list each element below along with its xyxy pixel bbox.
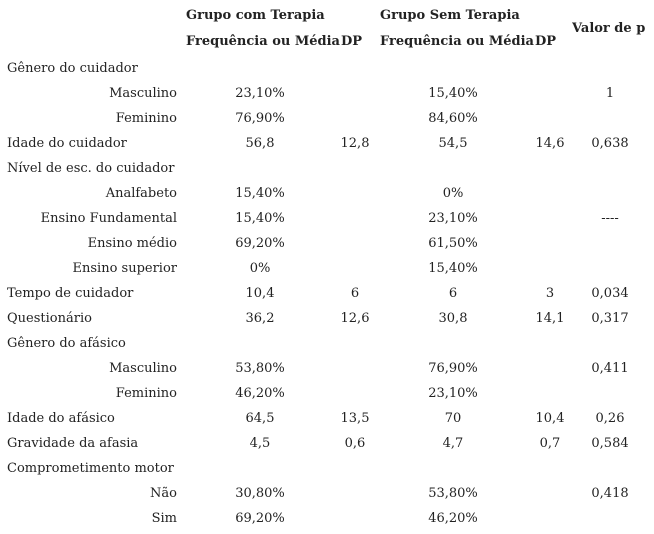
freq-group1-cell: 15,40% bbox=[235, 186, 285, 201]
freq-group1-cell: 69,20% bbox=[235, 511, 285, 526]
p-value-cell: 0,584 bbox=[591, 436, 629, 451]
dp-group2-cell: 0,7 bbox=[539, 436, 561, 451]
dp-group2-cell: 14,1 bbox=[535, 311, 565, 326]
freq-group1-cell: 46,20% bbox=[235, 386, 285, 401]
row-label: Feminino bbox=[115, 386, 177, 401]
freq-group2-cell: 54,5 bbox=[438, 136, 468, 151]
p-value-cell: 1 bbox=[605, 86, 615, 101]
table-row bbox=[0, 134, 654, 159]
freq-group1-cell: 69,20% bbox=[235, 236, 285, 251]
freq-group1-cell: 4,5 bbox=[249, 436, 271, 451]
p-value-cell: ---- bbox=[601, 211, 619, 226]
p-value-header: Valor de p bbox=[572, 21, 646, 36]
row-label: Gênero do cuidador bbox=[7, 61, 138, 76]
row-label: Gravidade da afasia bbox=[7, 436, 139, 451]
freq-group1-cell: 56,8 bbox=[245, 136, 275, 151]
p-value-cell: 0,411 bbox=[591, 361, 629, 376]
dp-header-group1: DP bbox=[341, 34, 363, 49]
table-row bbox=[0, 509, 654, 534]
freq-group1-cell: 76,90% bbox=[235, 111, 285, 126]
row-label: Tempo de cuidador bbox=[7, 286, 134, 301]
freq-group1-cell: 15,40% bbox=[235, 211, 285, 226]
row-label: Masculino bbox=[109, 361, 177, 376]
table-row bbox=[0, 459, 654, 484]
dp-group1-cell: 6 bbox=[350, 286, 360, 301]
freq-group2-cell: 6 bbox=[448, 286, 458, 301]
row-label: Ensino superior bbox=[72, 261, 177, 276]
table-row bbox=[0, 284, 654, 309]
freq-group2-cell: 23,10% bbox=[428, 211, 478, 226]
row-label: Masculino bbox=[109, 86, 177, 101]
freq-group2-cell: 4,7 bbox=[442, 436, 464, 451]
table-row bbox=[0, 109, 654, 134]
freq-group2-cell: 70 bbox=[444, 411, 462, 426]
freq-group2-cell: 53,80% bbox=[428, 486, 478, 501]
row-label: Sim bbox=[151, 511, 177, 526]
row-label: Feminino bbox=[115, 111, 177, 126]
freq-group1-cell: 53,80% bbox=[235, 361, 285, 376]
table-row bbox=[0, 334, 654, 359]
row-label: Idade do afásico bbox=[7, 411, 115, 426]
dp-group1-cell: 12,6 bbox=[340, 311, 370, 326]
freq-header-group1: Frequência ou Média bbox=[186, 34, 340, 49]
freq-group2-cell: 15,40% bbox=[428, 86, 478, 101]
freq-group2-cell: 61,50% bbox=[428, 236, 478, 251]
dp-group2-cell: 14,6 bbox=[535, 136, 565, 151]
freq-group1-cell: 0% bbox=[249, 261, 271, 276]
row-label: Analfabeto bbox=[105, 186, 177, 201]
table-row bbox=[0, 434, 654, 459]
dp-group2-cell: 3 bbox=[545, 286, 555, 301]
dp-group2-cell: 10,4 bbox=[535, 411, 565, 426]
table-row bbox=[0, 484, 654, 509]
row-label: Nível de esc. do cuidador bbox=[7, 161, 175, 176]
freq-group1-cell: 23,10% bbox=[235, 86, 285, 101]
row-label: Idade do cuidador bbox=[7, 136, 127, 151]
p-value-cell: 0,638 bbox=[591, 136, 629, 151]
row-label: Comprometimento motor bbox=[7, 461, 174, 476]
freq-group2-cell: 23,10% bbox=[428, 386, 478, 401]
row-label: Ensino Fundamental bbox=[40, 211, 177, 226]
table-row bbox=[0, 409, 654, 434]
freq-group2-cell: 0% bbox=[442, 186, 464, 201]
table-row bbox=[0, 84, 654, 109]
freq-group1-cell: 10,4 bbox=[245, 286, 275, 301]
p-value-cell: 0,317 bbox=[591, 311, 629, 326]
table-row bbox=[0, 259, 654, 284]
p-value-cell: 0,418 bbox=[591, 486, 629, 501]
freq-group2-cell: 76,90% bbox=[428, 361, 478, 376]
freq-group1-cell: 64,5 bbox=[245, 411, 275, 426]
freq-header-group2: Frequência ou Média bbox=[380, 34, 534, 49]
freq-group2-cell: 30,8 bbox=[438, 311, 468, 326]
row-label: Ensino médio bbox=[87, 236, 177, 251]
dp-header-group2: DP bbox=[535, 34, 557, 49]
group-with-therapy-title: Grupo com Terapia bbox=[186, 8, 325, 23]
freq-group1-cell: 30,80% bbox=[235, 486, 285, 501]
dp-group1-cell: 0,6 bbox=[344, 436, 366, 451]
dp-group1-cell: 12,8 bbox=[340, 136, 370, 151]
table-row bbox=[0, 384, 654, 409]
p-value-cell: 0,26 bbox=[595, 411, 625, 426]
freq-group2-cell: 15,40% bbox=[428, 261, 478, 276]
row-label: Gênero do afásico bbox=[7, 336, 126, 351]
table-row bbox=[0, 309, 654, 334]
freq-group2-cell: 84,60% bbox=[428, 111, 478, 126]
row-label: Não bbox=[150, 486, 177, 501]
table-row bbox=[0, 209, 654, 234]
row-label: Questionário bbox=[7, 311, 92, 326]
table-row bbox=[0, 159, 654, 184]
table-row bbox=[0, 59, 654, 84]
freq-group2-cell: 46,20% bbox=[428, 511, 478, 526]
table-row bbox=[0, 234, 654, 259]
dp-group1-cell: 13,5 bbox=[340, 411, 370, 426]
table-row bbox=[0, 359, 654, 384]
group-without-therapy-title: Grupo Sem Terapia bbox=[380, 8, 520, 23]
p-value-cell: 0,034 bbox=[591, 286, 629, 301]
table-row bbox=[0, 184, 654, 209]
freq-group1-cell: 36,2 bbox=[245, 311, 275, 326]
